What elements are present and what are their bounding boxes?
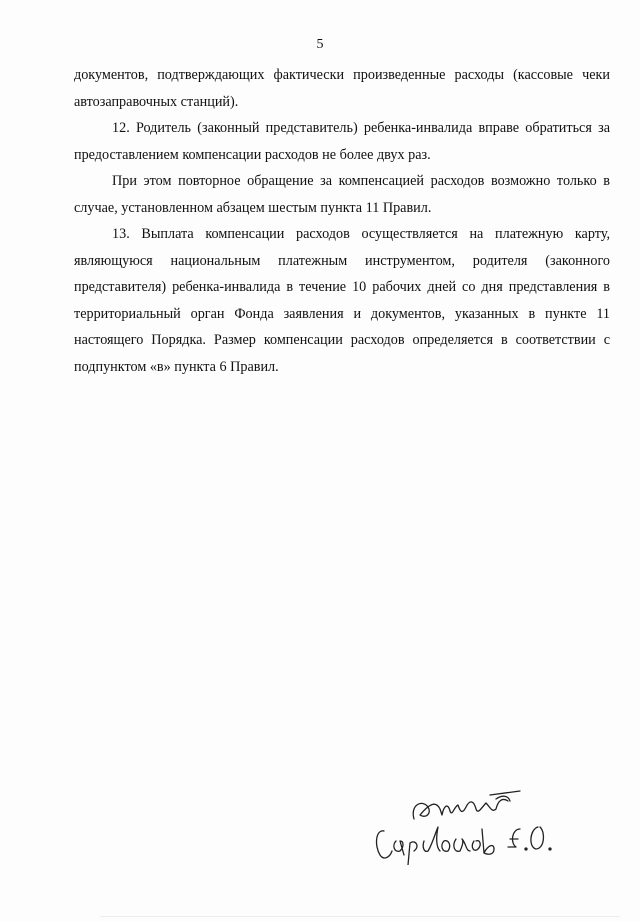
signature-scribble [370, 785, 570, 865]
scan-edge-line [100, 916, 620, 917]
document-body [74, 62, 610, 380]
paragraph-12: 12. Родитель (законный представитель) ребенка-инвалида вправе обратиться за предоставлением компенсации расходов не более двух раз. [74, 120, 610, 163]
paragraph-repeat-request: При этом повторное обращение за компенсацией расходов возможно только в случае, установленном абзацем шестым пункта 11 Правил. [74, 173, 610, 216]
paragraph-continuation: документов, подтверждающих фактически произведенные расходы (кассовые чеки автозаправочных станций). [74, 67, 610, 110]
paragraph-13: 13. Выплата компенсации расходов осуществляется на платежную карту, являющуюся национальным платежным инструментом, родителя (законного представителя) ребенка-инвалида в течение 10 рабочих дней со дня представления в территориальный орган Фонда заявления и документов, указанных в пункте 11 настоящего Порядка. Размер компенсации расходов определяется в соответствии с подпунктом «в» пункта 6 Правил. [74, 226, 610, 375]
handwritten-signature [370, 785, 570, 865]
page-number: 5 [316, 37, 324, 52]
